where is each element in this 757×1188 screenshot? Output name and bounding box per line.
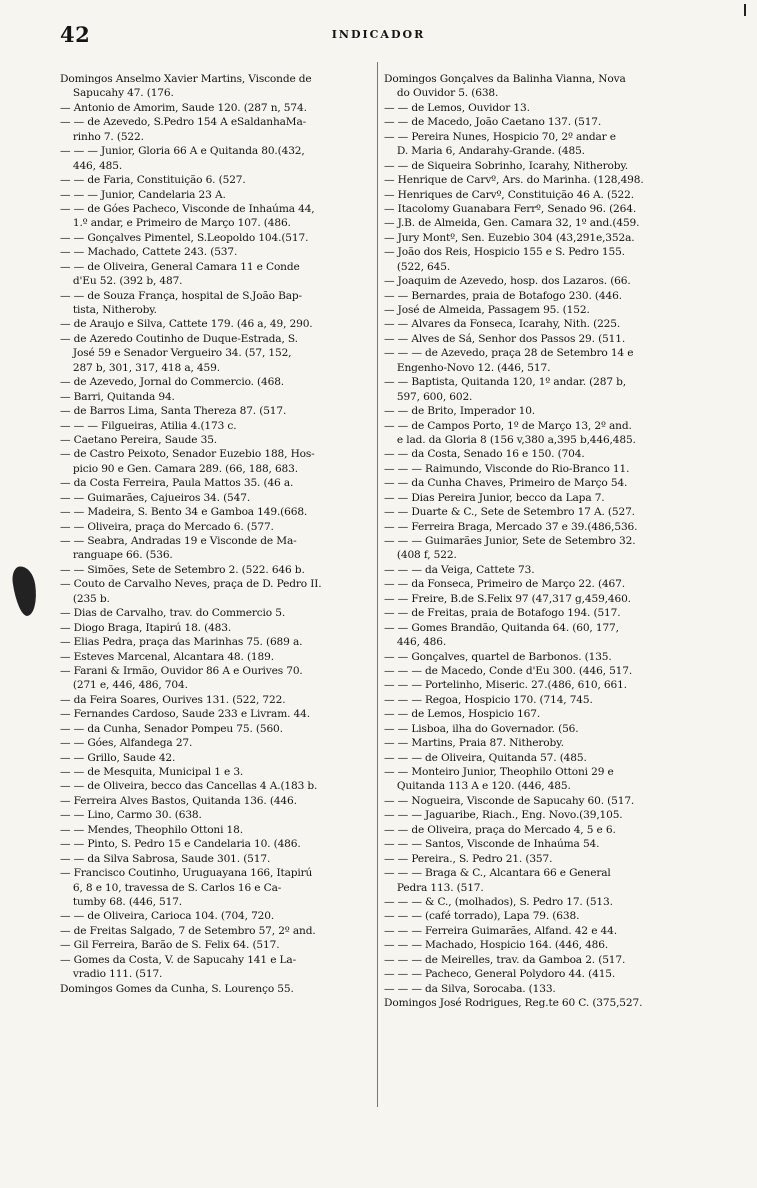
directory-entry-line: — — Grillo, Saude 42. (60, 751, 176, 764)
directory-entry-line: — — Nogueira, Visconde de Sapucahy 60. (517. (384, 794, 635, 807)
directory-entry-line: do Ouvidor 5. (638. (384, 87, 499, 100)
thumb-smudge-icon (11, 565, 40, 618)
directory-entry-line: 597, 600, 602. (384, 390, 473, 403)
directory-entry-line: — — de Lemos, Ouvidor 13. (384, 101, 530, 114)
directory-entry-line: — — de Oliveira, praça do Mercado 4, 5 e 6. (384, 823, 616, 836)
directory-entry-line: — — de Azevedo, S.Pedro 154 A eSaldanhaMa- (60, 116, 307, 129)
directory-entry-line: — — Gomes Brandão, Quitanda 64. (60, 177, (384, 621, 619, 634)
directory-entry-line: — — — Junior, Gloria 66 A e Quitanda 80.(432, (60, 145, 305, 158)
directory-entry-line: — Gil Ferreira, Barão de S. Felix 64. (517. (60, 939, 280, 952)
directory-entry-line: 287 b, 301, 317, 418 a, 459. (60, 361, 220, 374)
directory-entry-line: — — de Mesquita, Municipal 1 e 3. (60, 766, 244, 778)
directory-entry-line: — da Feira Soares, Ourives 131. (522, 722. (60, 693, 286, 706)
directory-entry-line: — — de Freitas, praia de Botafogo 194. (517. (384, 607, 621, 620)
directory-entry-line: — Itacolomy Guanabara Ferrº, Senado 96. (264. (384, 202, 637, 215)
directory-entry-line: d'Eu 52. (392 b, 487. (60, 275, 183, 288)
directory-entry-line: — — de Faria, Constituição 6. (527. (60, 174, 246, 187)
directory-entry-line: — Elias Pedra, praça das Marinhas 75. (689 a. (60, 636, 303, 649)
directory-entry-line: — de Castro Peixoto, Senador Euzebio 188, Hos- (60, 448, 315, 461)
directory-entry-line: — — — Guimarães Junior, Sete de Setembro 32. (384, 535, 636, 547)
directory-entry-line: — — — Filgueiras, Atilia 4.(173 c. (60, 419, 237, 432)
directory-entry-line: — — Pinto, S. Pedro 15 e Candelaria 10. (486. (60, 838, 301, 851)
directory-entry-line: ranguape 66. (536. (60, 549, 173, 562)
directory-entry-line: — — Baptista, Quitanda 120, 1º andar. (287 b, (384, 376, 626, 389)
directory-entry-line: — — Martins, Praia 87. Nitheroby. (384, 737, 564, 750)
directory-entry-line: — Ferreira Alves Bastos, Quitanda 136. (446. (60, 794, 297, 807)
directory-entry-line: tumby 68. (446, 517. (60, 895, 183, 908)
directory-entry-line: Domingos José Rodrigues, Reg.te 60 C. (375,527. (384, 997, 643, 1009)
directory-entry-line: rinho 7. (522. (60, 130, 144, 143)
directory-entry-line: — Dias de Carvalho, trav. do Commercio 5. (60, 607, 286, 620)
directory-entry-line: 6, 8 e 10, travessa de S. Carlos 16 e Ca- (60, 881, 282, 894)
directory-entry-line: — — de Oliveira, General Camara 11 e Conde (60, 260, 300, 273)
directory-entry-line: — — da Silva Sabrosa, Saude 301. (517. (60, 852, 271, 865)
directory-entry-line: — — de Souza França, hospital de S.João Bap- (60, 289, 302, 302)
directory-entry-line: — — — da Veiga, Cattete 73. (384, 563, 535, 576)
directory-entry-line: — Fernandes Cardoso, Saude 233 e Livram. 44. (60, 708, 310, 721)
directory-entry-line: — — Pereira Nunes, Hospicio 70, 2º andar e (384, 130, 616, 143)
directory-entry-line: — — — de Oliveira, Quitanda 57. (485. (384, 751, 587, 764)
directory-entry-line: — — da Costa, Senado 16 e 150. (704. (384, 448, 585, 461)
directory-entry-line: — — de Brito, Imperador 10. (384, 405, 535, 418)
directory-entry-line: — — — de Macedo, Conde d'Eu 300. (446, 517. (384, 664, 633, 677)
directory-entry-line: — — da Cunha Chaves, Primeiro de Março 54. (384, 477, 628, 490)
directory-entry-line: — — de Góes Pacheco, Visconde de Inhaúma 44, (60, 202, 315, 215)
column-divider (377, 62, 378, 1107)
directory-entry-line: — — de Lemos, Hospicio 167. (384, 708, 541, 721)
directory-entry-line: — — da Fonseca, Primeiro de Março 22. (467. (384, 578, 625, 591)
directory-entry-line: — Esteves Marcenal, Alcantara 48. (189. (60, 650, 274, 663)
directory-entry-line: vradio 111. (517. (60, 968, 163, 981)
directory-entry-line: — — de Siqueira Sobrinho, Icarahy, Nitheroby. (384, 159, 628, 172)
directory-entry-line: — — Simões, Sete de Setembro 2. (522. 646 b. (60, 563, 305, 576)
directory-entry-line: — — Dias Pereira Junior, becco da Lapa 7. (384, 491, 605, 504)
directory-entry-line: Domingos Gonçalves da Balinha Vianna, Nova (384, 73, 626, 85)
directory-entry-line: — — de Oliveira, Carioca 104. (704, 720. (60, 910, 275, 923)
directory-entry-line: — — Machado, Cattete 243. (537. (60, 246, 238, 259)
directory-entry-line: — — Guimarães, Cajueiros 34. (547. (60, 491, 251, 504)
directory-entry-line: — — Monteiro Junior, Theophilo Ottoni 29 e (384, 766, 614, 778)
directory-entry-line: 446, 486. (384, 636, 447, 649)
directory-entry-line: — — — de Meirelles, trav. da Gamboa 2. (517. (384, 953, 626, 966)
directory-entry-line: (522, 645. (384, 260, 451, 273)
directory-entry-line: (271 e, 446, 486, 704. (60, 679, 188, 692)
directory-entry-line: — Antonio de Amorim, Saude 120. (287 n, 574. (60, 101, 307, 114)
directory-entry-line: — — — Jaguaribe, Riach., Eng. Novo.(39,105. (384, 809, 623, 822)
directory-entry-line: — — Madeira, S. Bento 34 e Gamboa 149.(668. (60, 506, 308, 519)
directory-entry-line: Domingos Gomes da Cunha, S. Lourenço 55. (60, 982, 294, 995)
directory-entry-line: — — Mendes, Theophilo Ottoni 18. (60, 823, 243, 836)
directory-entry-line: e lad. da Gloria 8 (156 v,380 a,395 b,446,485. (384, 433, 636, 446)
directory-entry-line: (235 b. (60, 592, 110, 605)
directory-entry-line: — — — Junior, Candelaria 23 A. (60, 188, 226, 201)
directory-entry-line: — — Bernardes, praia de Botafogo 230. (446. (384, 289, 622, 302)
directory-entry-line: — — — Ferreira Guimarães, Alfand. 42 e 44. (384, 924, 617, 937)
directory-entry-line: 446, 485. (60, 159, 123, 172)
directory-entry-line: — de Barros Lima, Santa Thereza 87. (517. (60, 405, 287, 418)
directory-entry-line: — Barri, Quitanda 94. (60, 390, 175, 403)
directory-entry-line: — — Lino, Carmo 30. (638. (60, 809, 202, 822)
directory-entry-line: tista, Nitheroby. (60, 304, 157, 316)
directory-entry-line: — — — Pacheco, General Polydoro 44. (415. (384, 968, 616, 981)
running-title: INDICADOR (331, 28, 426, 41)
directory-entry-line: Pedra 113. (517. (384, 881, 484, 894)
directory-entry-line: — — — Machado, Hospicio 164. (446, 486. (384, 939, 609, 952)
directory-entry-line: — — Oliveira, praça do Mercado 6. (577. (60, 520, 274, 533)
directory-entry-line: — Joaquim de Azevedo, hosp. dos Lazaros. (66. (384, 275, 631, 288)
directory-entry-line: — J.B. de Almeida, Gen. Camara 32, 1º and.(459. (384, 217, 640, 230)
directory-entry-line: — — — Regoa, Hospicio 170. (714, 745. (384, 693, 593, 706)
directory-entry-line: — — Gonçalves, quartel de Barbonos. (135. (384, 650, 612, 663)
directory-entry-line: — — de Oliveira, becco das Cancellas 4 A.(183 b. (60, 780, 318, 793)
directory-entry-line: — de Araujo e Silva, Cattete 179. (46 a, 49, 290. (60, 318, 313, 331)
directory-entry-line: — — Lisboa, ilha do Governador. (56. (384, 722, 579, 735)
directory-entry-line: Sapucahy 47. (176. (60, 87, 174, 100)
directory-entry-line: — — — & C., (molhados), S. Pedro 17. (513. (384, 895, 613, 908)
directory-entry-line: — da Costa Ferreira, Paula Mattos 35. (46 a. (60, 477, 294, 490)
directory-entry-line: — — Seabra, Andradas 19 e Visconde de Ma- (60, 535, 297, 547)
directory-entry-line: — — de Macedo, João Caetano 137. (517. (384, 116, 602, 129)
right-column (384, 72, 688, 1010)
directory-entry-line: picio 90 e Gen. Camara 289. (66, 188, 683. (60, 462, 298, 475)
directory-entry-line: D. Maria 6, Andarahy-Grande. (485. (384, 145, 585, 158)
directory-entry-line: — de Azevedo, Jornal do Commercio. (468. (60, 376, 285, 389)
corner-mark (744, 4, 746, 16)
directory-entry-line: — — — (café torrado), Lapa 79. (638. (384, 910, 580, 923)
directory-entry-line: — — — Raimundo, Visconde do Rio-Branco 11. (384, 462, 630, 475)
directory-entry-line: — — de Campos Porto, 1º de Março 13, 2º and. (384, 419, 632, 432)
directory-entry-line: — Francisco Coutinho, Uruguayana 166, Itapirú (60, 867, 313, 880)
directory-entry-line: — Caetano Pereira, Saude 35. (60, 433, 218, 446)
directory-entry-line: — José de Almeida, Passagem 95. (152. (384, 304, 590, 316)
directory-entry-line: — — Gonçalves Pimentel, S.Leopoldo 104.(517. (60, 231, 309, 244)
page-number: 42 (60, 22, 91, 47)
directory-entry-line: (408 f, 522. (384, 549, 457, 562)
directory-entry-line: — Henriques de Carvº, Constituição 46 A. (522. (384, 188, 634, 201)
directory-entry-line: José 59 e Senador Vergueiro 34. (57, 152, (60, 347, 292, 360)
directory-entry-line: — — — da Silva, Sorocaba. (133. (384, 982, 556, 995)
directory-entry-line: — Farani & Irmão, Ouvidor 86 A e Ourives 70. (60, 664, 303, 677)
directory-entry-line: — — Duarte & C., Sete de Setembro 17 A. (527. (384, 506, 635, 519)
directory-entry-line: — — da Cunha, Senador Pompeu 75. (560. (60, 722, 283, 735)
directory-entry-line: — — Freire, B.de S.Felix 97 (47,317 g,459,460. (384, 592, 631, 605)
directory-entry-line: — Henrique de Carvº, Ars. do Marinha. (128,498. (384, 174, 644, 187)
directory-entry-line: — — Ferreira Braga, Mercado 37 e 39.(486,536. (384, 520, 638, 533)
directory-entry-line: — — Pereira., S. Pedro 21. (357. (384, 852, 553, 865)
directory-entry-line: — — — Portelinho, Miseric. 27.(486, 610, 661. (384, 679, 627, 692)
directory-entry-line: — João dos Reis, Hospicio 155 e S. Pedro 155. (384, 246, 625, 259)
directory-entry-line: 1.º andar, e Primeiro de Março 107. (486. (60, 217, 291, 230)
directory-entry-line: — Gomes da Costa, V. de Sapucahy 141 e La- (60, 953, 297, 966)
directory-entry-line: — de Azeredo Coutinho de Duque-Estrada, S. (60, 332, 298, 345)
directory-entry-line: — — Góes, Alfandega 27. (60, 737, 193, 750)
directory-entry-line: Engenho-Novo 12. (446, 517. (384, 361, 551, 374)
directory-entry-line: — de Freitas Salgado, 7 de Setembro 57, 2º and. (60, 924, 316, 937)
directory-entry-line: — — — Santos, Visconde de Inhaúma 54. (384, 838, 600, 851)
directory-entry-line: Quitanda 113 A e 120. (446, 485. (384, 780, 571, 793)
directory-entry-line: — — — Braga & C., Alcantara 66 e General (384, 867, 611, 880)
directory-entry-line: — — Alves de Sá, Senhor dos Passos 29. (511. (384, 332, 626, 345)
directory-entry-line: — — — de Azevedo, praça 28 de Setembro 14 e (384, 347, 634, 360)
directory-entry-line: — Diogo Braga, Itapirú 18. (483. (60, 621, 232, 634)
directory-entry-line: — — Alvares da Fonseca, Icarahy, Nith. (225. (384, 318, 621, 331)
directory-entry-line: — Couto de Carvalho Neves, praça de D. Pedro II. (60, 578, 322, 591)
left-column (60, 72, 364, 996)
directory-entry-line: — Jury Montº, Sen. Euzebio 304 (43,291e,352a. (384, 231, 635, 244)
directory-entry-line: Domingos Anselmo Xavier Martins, Visconde de (60, 73, 312, 85)
